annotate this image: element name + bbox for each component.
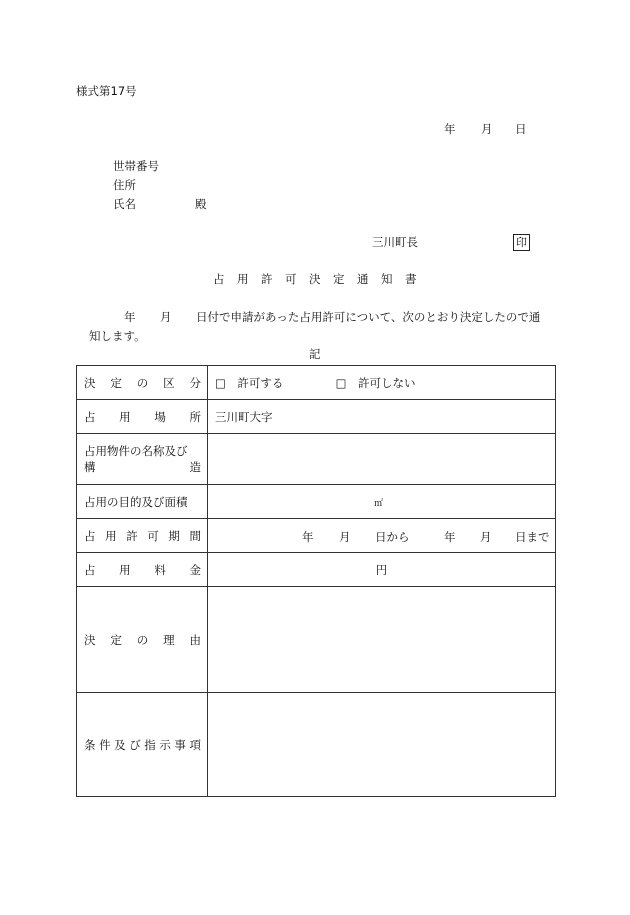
object-value [208,434,556,485]
conditions-value [208,693,556,797]
option-deny[interactable]: □ 許可しない [335,375,416,390]
reason-value [208,587,556,693]
ki-note: 記 [309,347,321,361]
issuer-title: 三川町長 [372,235,418,249]
household-number-label: 世帯番号 [113,159,159,173]
table-row [77,485,556,519]
location-label: 占 用 場 所 [84,409,201,424]
date-month: 月 [481,122,493,136]
period-to-day: 日まで [515,529,550,544]
body-line1: 日付で申請があった占用許可について、次のとおり決定したので通 [196,310,541,324]
fee-value [208,553,556,587]
body-year: 年 [124,310,136,324]
table-row [77,400,556,434]
period-value [208,519,556,553]
honorific: 殿 [195,197,207,211]
fee-label: 占 用 料 金 [84,562,201,577]
label-text-carriers [0,0,1,1]
address-label: 住所 [113,178,136,192]
location-value: 三川町大字 [208,400,556,434]
table-row [77,587,556,693]
document-title: 占用許可決定通知書 [213,272,429,286]
purpose-value [208,485,556,519]
period-from-day: 日から [375,529,410,544]
table-row [77,519,556,553]
conditions-label: 条 件 及 び 指 示 事 項 [84,737,201,752]
decision-options [208,366,556,400]
date-year: 年 [444,122,456,136]
period-from-year: 年 [302,529,314,544]
period-to-month: 月 [480,529,492,544]
body-line2: 知します。 [89,329,146,343]
table-row [77,553,556,587]
object-label [77,443,207,475]
reason-label: 決 定 の 理 由 [84,632,201,647]
period-from-month: 月 [339,529,351,544]
purpose-label: 占用の目的及び面積 [84,494,188,509]
object-label-line1: 占用物件の名称及び [84,444,188,458]
object-label-line2: 構 造 [84,460,201,474]
date-day: 日 [515,122,527,136]
table-row [77,434,556,485]
fee-unit: 円 [375,562,388,577]
body-month: 月 [160,310,172,324]
option-permit[interactable]: □ 許可する [215,375,284,390]
table-row [77,366,556,400]
table-row [77,693,556,797]
period-label: 占 用 許 可 期 間 [84,528,201,543]
name-label: 氏名 [113,197,136,211]
area-unit: ㎡ [373,498,383,509]
decision-label: 決 定 の 区 分 [84,375,201,390]
form-number: 様式第17号 [76,84,137,98]
seal-mark: 印 [513,234,530,251]
permit-table [76,365,556,797]
period-to-year: 年 [444,529,456,544]
